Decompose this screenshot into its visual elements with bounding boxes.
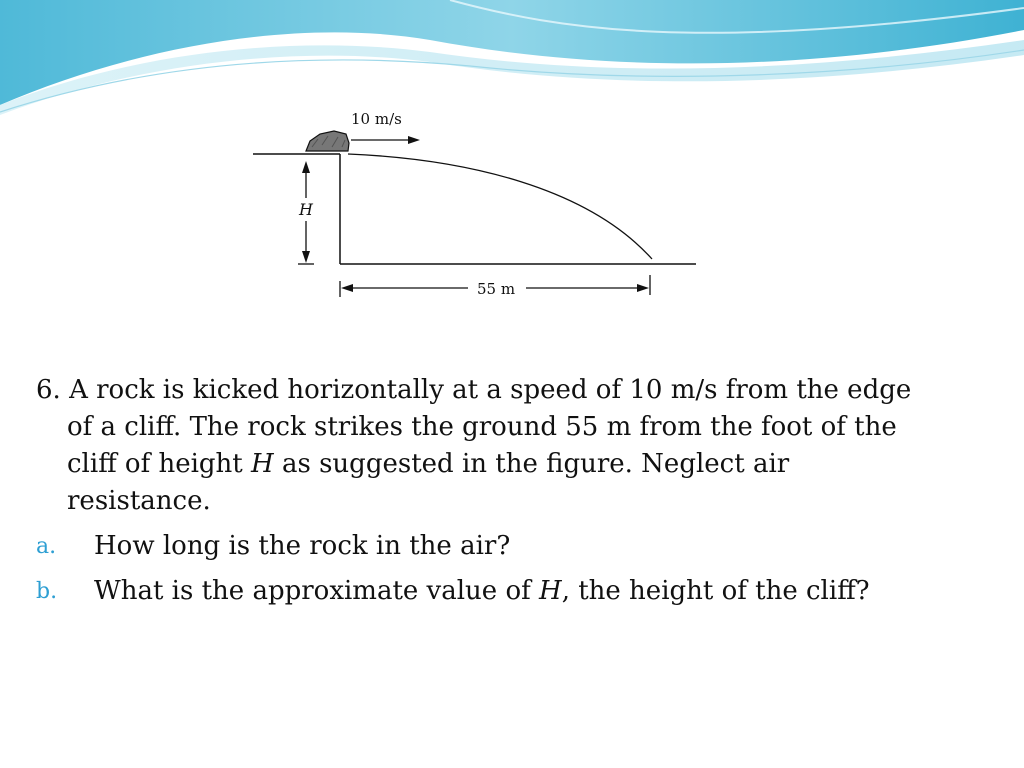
problem-tail: as suggested in the figure. Neglect air resistance.: [67, 449, 790, 516]
problem-lead: 6. A rock is kicked horizontally at a speed of 10 m/s from the edge of a cliff. The rock strikes the ground 55 m from the foot of the cliff of height: [36, 375, 912, 479]
distance-label: 55 m: [477, 280, 516, 298]
velocity-label: 10 m/s: [351, 110, 402, 128]
problem-variable: H: [251, 449, 274, 479]
height-label: H: [299, 200, 313, 219]
cliff-figure: [248, 103, 698, 303]
question-b: [36, 573, 936, 610]
question-a: [36, 528, 936, 565]
question-a-text: How long is the rock in the air?: [94, 531, 511, 561]
header-wave-decoration: [0, 0, 1024, 120]
problem-statement: [36, 372, 936, 520]
problem-content: [36, 372, 936, 610]
trajectory-curve: [348, 154, 652, 259]
question-b-marker: b.: [36, 579, 58, 604]
question-a-marker: a.: [36, 534, 57, 559]
question-b-lead: What is the approximate value of: [94, 576, 539, 606]
rock-icon: [306, 131, 349, 151]
question-b-variable: H: [539, 576, 562, 606]
question-b-tail: , the height of the cliff?: [561, 576, 870, 606]
velocity-arrow: [408, 136, 420, 144]
